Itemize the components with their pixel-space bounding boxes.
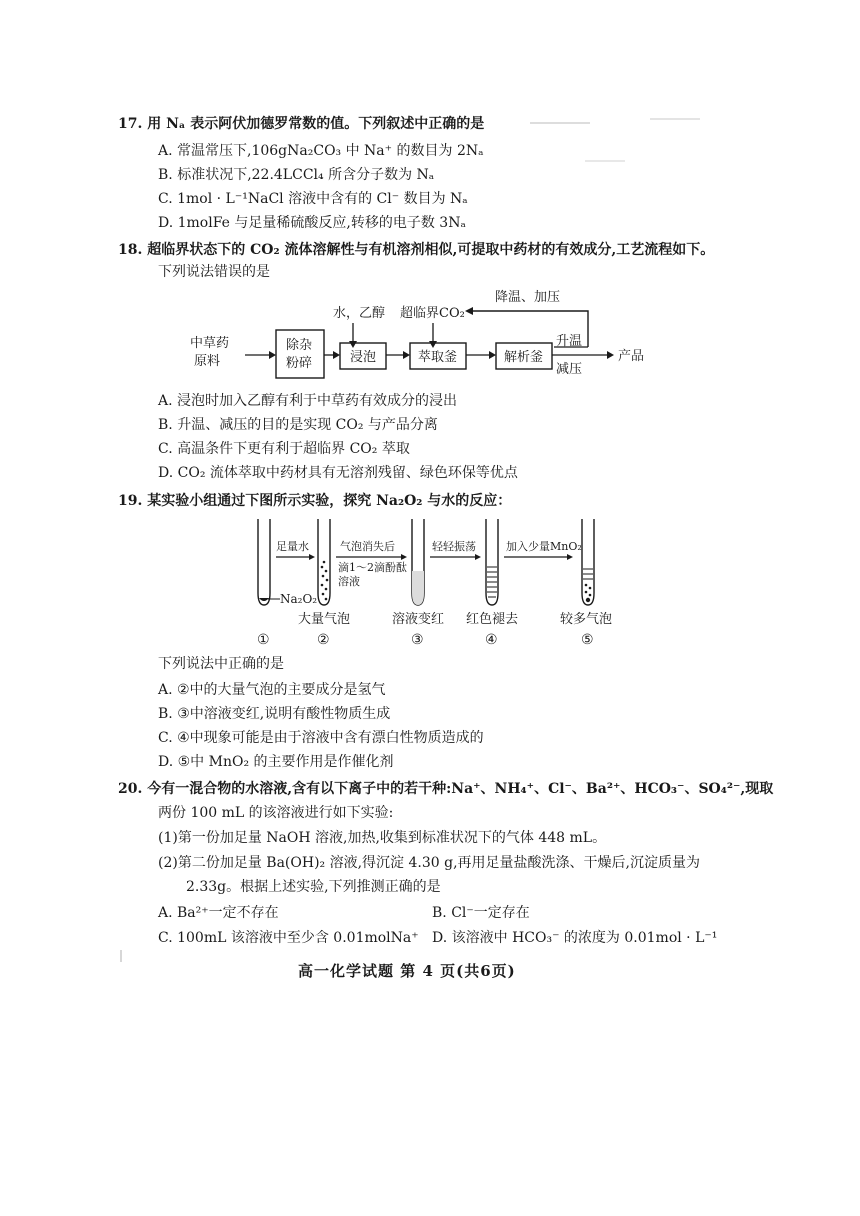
question-19-option-a: A. ②中的大量气泡的主要成分是氢气: [158, 682, 386, 698]
question-18-option-c: C. 高温条件下更有利于超临界 CO₂ 萃取: [158, 441, 410, 457]
step-2-label-c: 溶液: [338, 575, 360, 588]
flow-label-recycle: 降温、加压: [495, 290, 561, 305]
step-3-label: 轻轻振荡: [432, 540, 476, 553]
question-20-stem: 20. 今有一混合物的水溶液,含有以下离子中的若干种:Na⁺、NH₄⁺、Cl⁻、Ba²⁺、HCO₃⁻、SO₄²⁻,现取: [118, 781, 774, 797]
process-flow-diagram: [190, 285, 660, 395]
question-18-option-a: A. 浸泡时加入乙醇有利于中草药有效成分的浸出: [158, 393, 458, 409]
question-20-option-c: C. 100mL 该溶液中至少含 0.01molNa⁺: [158, 930, 419, 946]
flow-raw-material-1: 中草药: [190, 336, 230, 351]
question-20-experiment-1: (1)第一份加足量 NaOH 溶液,加热,收集到标准状况下的气体 448 mL。: [158, 830, 607, 846]
step-2-label-a: 气泡消失后: [340, 540, 395, 553]
question-20-experiment-2-cont: 2.33g。根据上述实验,下列推测正确的是: [186, 879, 441, 895]
question-17-option-c: C. 1mol · L⁻¹NaCl 溶液中含有的 Cl⁻ 数目为 Nₐ: [158, 191, 468, 207]
question-18-option-d: D. CO₂ 流体萃取中药材具有无溶剂残留、绿色环保等优点: [158, 465, 518, 481]
scan-speck: [120, 950, 122, 962]
observation-3: 溶液变红: [392, 612, 445, 627]
flow-box-analysis-label: 解析釜: [504, 350, 544, 365]
scan-speck: [585, 160, 625, 162]
question-17-option-d: D. 1molFe 与足量稀硫酸反应,转移的电子数 3Nₐ: [158, 215, 466, 231]
flow-cond-depressurize: 减压: [556, 362, 583, 377]
bubbles-2: [321, 561, 329, 601]
question-20-option-a: A. Ba²⁺一定不存在: [158, 905, 279, 921]
step-1-label: 足量水: [276, 540, 309, 553]
question-20-stem-cont: 两份 100 mL 的该溶液进行如下实验:: [158, 805, 394, 821]
question-19-option-b: B. ③中溶液变红,说明有酸性物质生成: [158, 706, 391, 722]
observation-5: 较多气泡: [560, 612, 613, 627]
reagent-label: Na₂O₂: [280, 592, 318, 606]
observation-2: 大量气泡: [298, 612, 351, 627]
question-18-stem-cont: 下列说法错误的是: [158, 264, 270, 280]
bubbles-5: [585, 584, 592, 603]
number-4: ④: [485, 632, 498, 648]
flow-box-extraction-label: 萃取釜: [418, 350, 458, 365]
question-20-option-d: D. 该溶液中 HCO₃⁻ 的浓度为 0.01mol · L⁻¹: [432, 930, 718, 946]
step-4-label: 加入少量MnO₂: [506, 540, 582, 553]
question-19-option-d: D. ⑤中 MnO₂ 的主要作用是作催化剂: [158, 754, 394, 770]
question-20-experiment-2: (2)第二份加足量 Ba(OH)₂ 溶液,得沉淀 4.30 g,再用足量盐酸洗涤、干燥后,沉淀质量为: [158, 855, 700, 871]
experiment-figure: [240, 515, 640, 650]
flow-box-crush-line1: 除杂: [286, 338, 313, 353]
flow-box-crush-line2: 粉碎: [286, 356, 313, 371]
question-19-prompt: 下列说法中正确的是: [158, 656, 284, 672]
question-17-stem: 17. 用 Nₐ 表示阿伏加德罗常数的值。下列叙述中正确的是: [118, 116, 485, 132]
question-18-option-b: B. 升温、减压的目的是实现 CO₂ 与产品分离: [158, 417, 438, 433]
question-19-stem: 19. 某实验小组通过下图所示实验，探究 Na₂O₂ 与水的反应：: [118, 493, 512, 509]
number-2: ②: [317, 632, 330, 648]
observation-4: 红色褪去: [466, 612, 519, 627]
number-3: ③: [411, 632, 424, 648]
number-5: ⑤: [581, 632, 594, 648]
test-tube-5: [582, 519, 594, 605]
flow-product: 产品: [618, 349, 645, 364]
question-20-option-b: B. Cl⁻一定存在: [432, 905, 530, 921]
question-18-stem: 18. 超临界状态下的 CO₂ 流体溶解性与有机溶剂相似,可提取中药材的有效成分,工艺流程如下。: [118, 242, 715, 258]
question-17-option-a: A. 常温常压下,106gNa₂CO₃ 中 Na⁺ 的数目为 2Nₐ: [158, 143, 484, 159]
page-footer: 高一化学试题 第 4 页(共6页): [298, 962, 516, 980]
liquid-lines-4: [487, 567, 497, 597]
flow-raw-material-2: 原料: [194, 354, 221, 369]
flow-label-input-water-ethanol: 水，乙醇: [333, 306, 386, 321]
flow-cond-heat: 升温: [556, 334, 583, 349]
flow-label-input-co2: 超临界CO₂: [400, 306, 465, 321]
question-17-option-b: B. 标准状况下,22.4LCCl₄ 所含分子数为 Nₐ: [158, 167, 435, 183]
scan-speck: [650, 118, 700, 120]
number-1: ①: [257, 632, 270, 648]
scan-speck: [530, 122, 590, 124]
question-19-option-c: C. ④中现象可能是由于溶液中含有漂白性物质造成的: [158, 730, 484, 746]
flow-box-soak-label: 浸泡: [350, 350, 377, 365]
step-2-label-b: 滴1～2滴酚酞: [338, 561, 407, 574]
test-tube-1: [258, 519, 270, 605]
